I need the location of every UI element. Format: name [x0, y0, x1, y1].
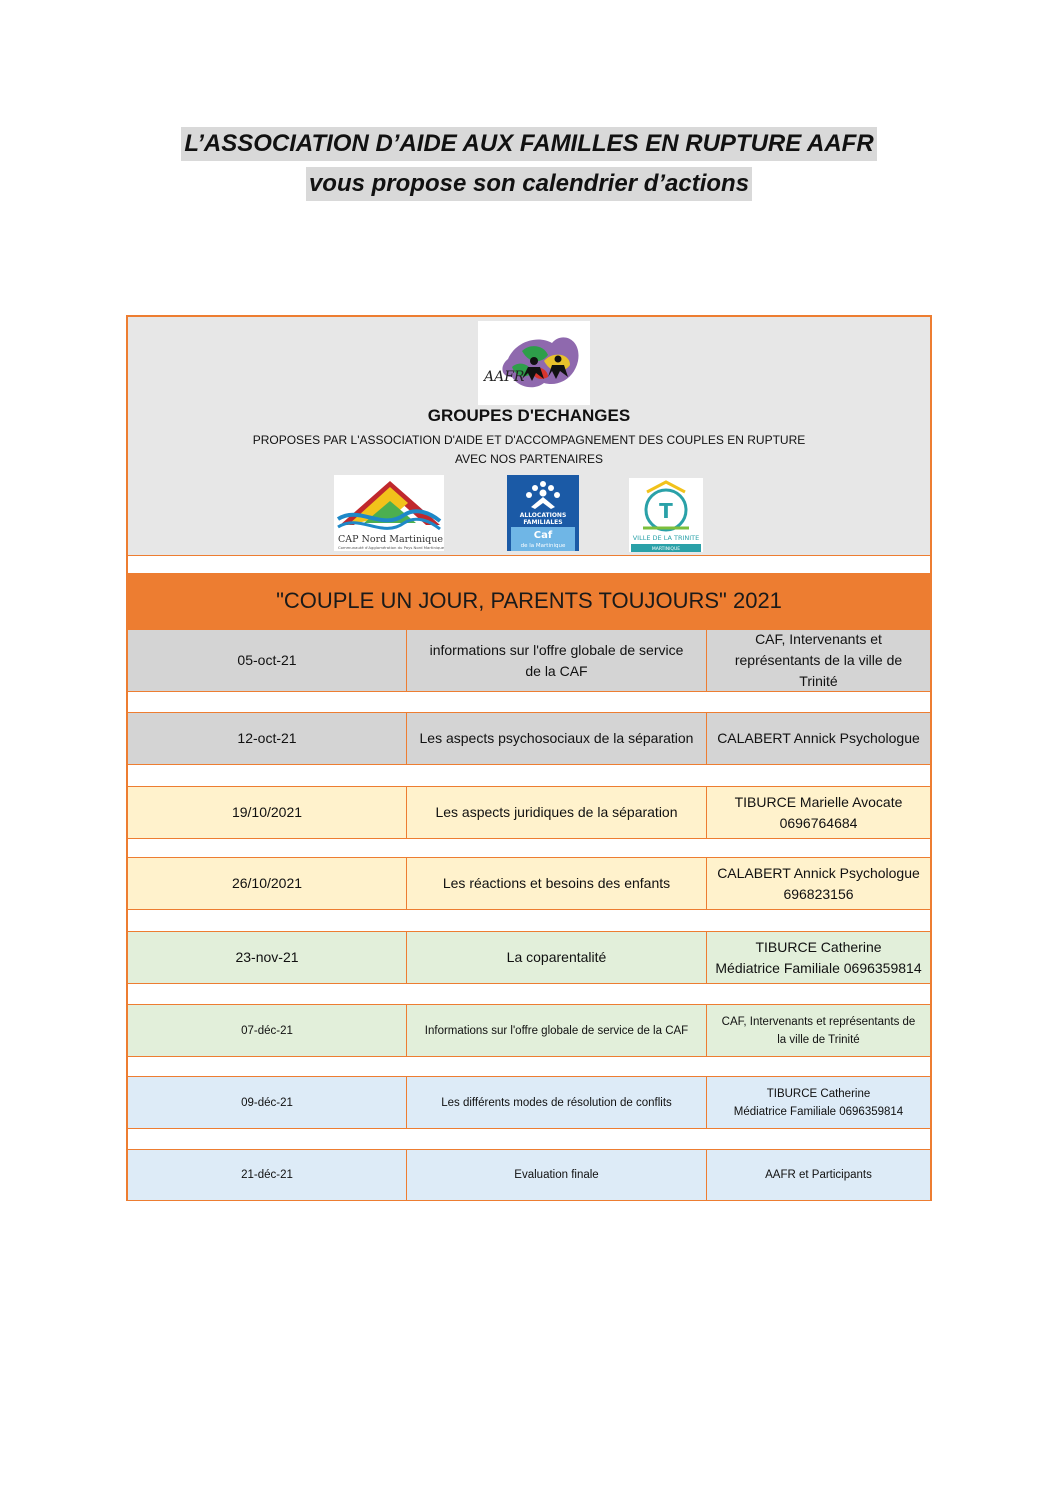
session-row: [128, 1076, 930, 1129]
session-date: 19/10/2021: [128, 787, 407, 838]
session-row: [128, 1004, 930, 1057]
session-date: 26/10/2021: [128, 858, 407, 909]
session-speaker-line: TIBURCE Marielle Avocate: [734, 793, 903, 810]
document-title-line-1: [0, 127, 1058, 161]
session-speaker-line: représentants de la ville de: [734, 652, 903, 668]
session-date: 12-oct-21: [128, 713, 407, 764]
session-speaker-line: la ville de Trinité: [777, 1033, 860, 1046]
session-row: [128, 931, 930, 984]
program-title-bar: "COUPLE UN JOUR, PARENTS TOUJOURS" 2021: [128, 573, 930, 629]
session-speaker-line: 696823156: [783, 885, 854, 902]
svg-text:ALLOCATIONS: ALLOCATIONS: [519, 512, 567, 519]
svg-text:T: T: [659, 499, 673, 523]
session-speaker-line: CAF, Intervenants et représentants de: [721, 1015, 916, 1028]
svg-text:VILLE DE LA TRINITE: VILLE DE LA TRINITE: [632, 534, 700, 542]
proposes-line-1: PROPOSES PAR L'ASSOCIATION D'AIDE ET D'ACCOMPAGNEMENT DES COUPLES EN RUPTURE: [252, 433, 806, 447]
session-speaker: AAFR et Participants: [765, 1169, 872, 1181]
document-title-line-2: [0, 167, 1058, 201]
session-topic: Les aspects juridiques de la séparation: [407, 787, 707, 838]
session-date: 07-déc-21: [128, 1005, 407, 1056]
session-speaker-line: Médiatrice Familiale 0696359814: [715, 959, 922, 976]
session-row: [128, 1149, 930, 1201]
calendar-card: [126, 315, 932, 1201]
session-speaker: [707, 1005, 930, 1056]
session-speaker: [707, 1077, 930, 1128]
session-speaker-line: TIBURCE Catherine: [755, 938, 882, 955]
title-line-1-text: L’ASSOCIATION D’AIDE AUX FAMILLES EN RUPTURE AAFR: [181, 127, 876, 161]
svg-text:Communauté d'Agglomération du: Communauté d'Agglomération du Pays Nord Martinique: [338, 545, 444, 550]
session-speaker: [707, 858, 930, 909]
session-speaker-line: CAF, Intervenants et: [755, 631, 882, 647]
session-row: [128, 857, 930, 910]
svg-text:MARTINIQUE: MARTINIQUE: [651, 547, 681, 552]
session-speaker-line: TIBURCE Catherine: [766, 1087, 871, 1100]
session-row: [128, 629, 930, 692]
session-topic: La coparentalité: [407, 932, 707, 983]
session-topic: Evaluation finale: [407, 1150, 707, 1200]
session-speaker: CALABERT Annick Psychologue: [717, 730, 920, 746]
session-date: 21-déc-21: [128, 1150, 407, 1200]
session-speaker: [707, 630, 930, 691]
session-speaker: [707, 787, 930, 838]
svg-text:FAMILIALES: FAMILIALES: [523, 519, 563, 526]
session-date: 05-oct-21: [128, 630, 407, 691]
caf-logo: [507, 475, 579, 551]
groups-heading: GROUPES D'ECHANGES: [427, 406, 631, 425]
proposes-text: [128, 431, 930, 469]
cap-nord-logo: [334, 475, 444, 551]
svg-text:CAP Nord Martinique: CAP Nord Martinique: [338, 534, 443, 545]
card-header: [128, 317, 930, 556]
session-topic: Les différents modes de résolution de conflits: [407, 1077, 707, 1128]
svg-text:Caf: Caf: [533, 530, 553, 541]
session-speaker-line: Trinité: [799, 673, 838, 689]
session-row: [128, 712, 930, 765]
session-topic: Les réactions et besoins des enfants: [407, 858, 707, 909]
session-date: 23-nov-21: [128, 932, 407, 983]
session-topic: Les aspects psychosociaux de la séparation: [407, 713, 707, 764]
session-topic: Informations sur l'offre globale de service de la CAF: [407, 1005, 707, 1056]
session-speaker-line: Médiatrice Familiale 0696359814: [733, 1105, 904, 1118]
session-speaker-line: CALABERT Annick Psychologue: [717, 864, 920, 881]
session-row: [128, 786, 930, 839]
aafr-logo: [478, 321, 590, 405]
session-topic-line: informations sur l'offre globale de service: [429, 641, 684, 658]
svg-text:AAFR: AAFR: [484, 369, 525, 385]
session-date: 09-déc-21: [128, 1077, 407, 1128]
session-topic-line: de la CAF: [525, 662, 588, 679]
proposes-line-2: AVEC NOS PARTENAIRES: [454, 452, 604, 466]
session-speaker-line: 0696764684: [779, 814, 858, 831]
title-line-2-text: vous propose son calendrier d’actions: [306, 167, 752, 201]
ville-trinite-logo: [629, 478, 703, 552]
session-speaker: [707, 932, 930, 983]
svg-text:de la Martinique: de la Martinique: [520, 543, 566, 549]
session-topic: [407, 630, 707, 691]
